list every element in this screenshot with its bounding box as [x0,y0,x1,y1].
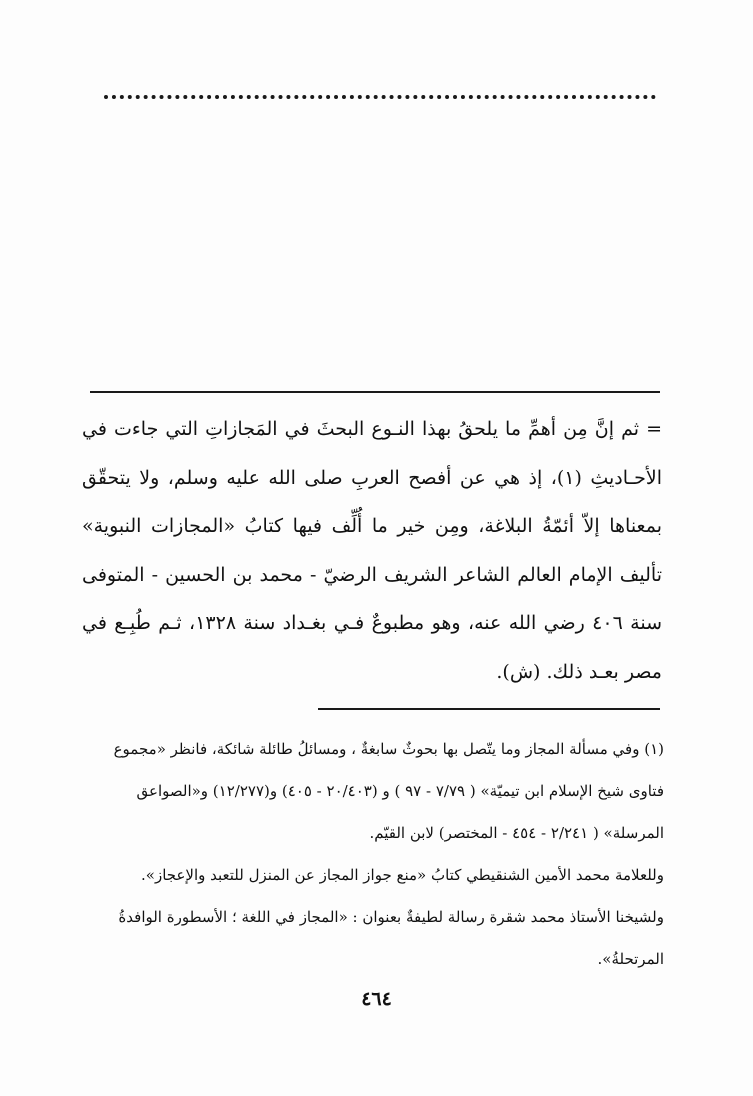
footnote-1: (١) وفي مسألة المجاز وما يتّصل بها بحوثٌ سابغةٌ ، ومسائلُ طائلة شائكة، فانظر «مجموع فتاوى شيخ الإسلام ابن تيميّة» ( ٧/٧٩ - ٩٧ ) و (٢٠/٤٠٣ - ٤٠٥) و(١٢/٢٧٧) و«الصواعق المرسلة» ( ٢/٢٤١ - ٤٥٤ - المختصر) لابن القيّم. [113,740,664,842]
footnote-rule [318,708,660,710]
dotted-separator [104,95,656,99]
footnote-2: وللعلامة محمد الأمين الشنقيطي كتابُ «منع جواز المجاز عن المنزل للتعبد والإعجاز». [141,866,664,884]
top-rule [90,391,660,393]
footnotes-block [78,728,664,980]
footnote-3: ولشيخنا الأستاذ محمد شقرة رسالة لطيفةٌ بعنوان : «المجاز في اللغة ؛ الأسطورة الوافدةُ المرتحلةُ». [118,908,664,968]
page-number: ٤٦٤ [361,988,392,1010]
main-text-block [82,405,662,696]
main-paragraph: = ثم إنَّ مِن أهمِّ ما يلحقُ بهذا النـوع البحثَ في المَجازاتِ التي جاءت في الأحـاديثِ (١)، إذ هي عن أفصح العربِ صلى الله عليه وسلم، ولا يتحقّق بمعناها إلاّ أئمّةُ البلاغة، ومِن خير ما أُلِّف فيها كتابُ «المجازات النبوية» تأليف الإمام العالم الشاعر الشريف الرضيّ - محمد بن الحسين - المتوفى سنة ٤٠٦ رضي الله عنه، وهو مطبوعٌ فـي بغـداد سنة ١٣٢٨، ثـم طُبِـع في مصر بعـد ذلك. (ش). [82,418,662,683]
